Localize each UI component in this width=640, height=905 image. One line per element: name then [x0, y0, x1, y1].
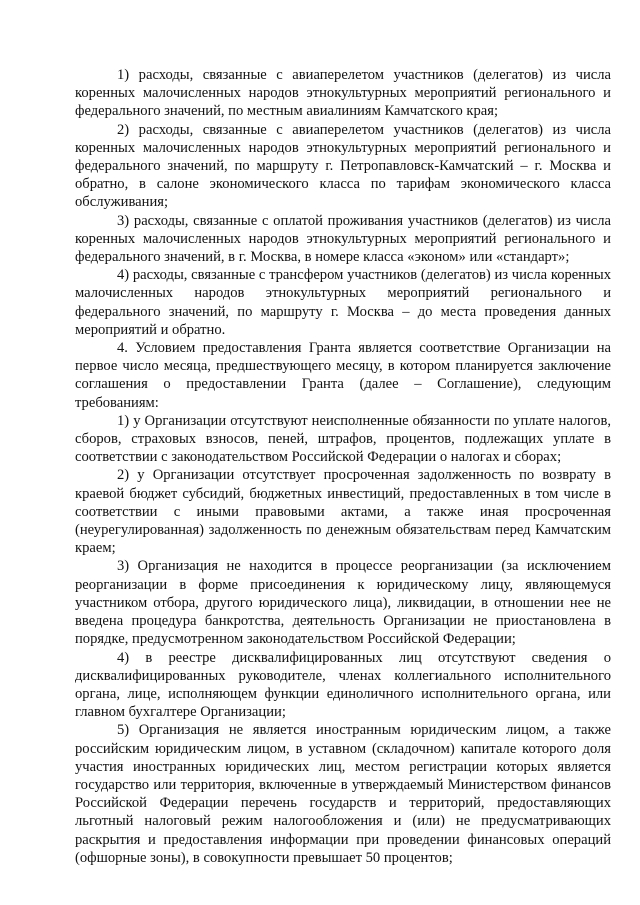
- paragraph-requirement-4: 4) в реестре дисквалифицированных лиц отсутствуют сведения о дисквалифицированных руководителе, членах коллегиального исполнительного органа, лице, исполняющем функции единоличного исполнительного органа, или главном бухгалтере Организации;: [75, 649, 611, 721]
- paragraph-requirement-3: 3) Организация не находится в процессе реорганизации (за исключением реорганизации в форме присоединения к юридическому лицу, являющемуся участником отбора, другого юридического лица), ликвидации, в отношении нее не введена процедура банкротства, деятельность Организации не приостановлена в порядке, предусмотренном законодательством Российской Федерации;: [75, 558, 611, 648]
- paragraph-expense-1: 1) расходы, связанные с авиаперелетом участников (делегатов) из числа коренных малочисленных народов этнокультурных мероприятий регионального и федерального значений, по местным авиалиниям Камчатского края;: [75, 67, 611, 120]
- document-page: [75, 66, 611, 867]
- paragraph-expense-3: 3) расходы, связанные с оплатой проживания участников (делегатов) из числа коренных малочисленных народов этнокультурных мероприятий регионального и федерального значений, в г. Москва, в номере класса «эконом» или «стандарт»;: [75, 212, 611, 266]
- paragraph-clause-4: 4. Условием предоставления Гранта является соответствие Организации на первое число месяца, предшествующего месяцу, в котором планируется заключение соглашения о предоставлении Гранта (далее – Соглашение), следующим требованиям:: [75, 340, 611, 411]
- paragraph-requirement-2: 2) у Организации отсутствует просроченная задолженность по возврату в краевой бюджет субсидий, бюджетных инвестиций, предоставленных в том числе в соответствии с иными правовыми актами, а также иная просроченная (неурегулированная) задолженность по денежным обязательствам перед Камчатским краем;: [75, 467, 611, 557]
- paragraph-expense-2: 2) расходы, связанные с авиаперелетом участников (делегатов) из числа коренных малочисленных народов этнокультурных мероприятий регионального и федерального значений, по маршруту г. Петропавловск-Камчатский – г. Москва и обратно, в салоне экономического класса по тарифам экономического класса обслуживания;: [75, 121, 611, 211]
- paragraph-requirement-5: 5) Организация не является иностранным юридическим лицом, а также российским юридическим лицом, в уставном (складочном) капитале которого доля участия иностранных юридических лиц, местом регистрации которых является государство или территория, включенные в утверждаемый Министерством финансов Российской Федерации перечень государств и территорий, предоставляющих льготный налоговый режим налогообложения и (или) не предусматривающих раскрытия и предоставления информации при проведении финансовых операций (офшорные зоны), в совокупности превышает 50 процентов;: [75, 722, 611, 866]
- paragraph-expense-4: 4) расходы, связанные с трансфером участников (делегатов) из числа коренных малочисленных народов этнокультурных мероприятий регионального и федерального значений, по маршруту г. Москва – до места проведения данных мероприятий и обратно.: [75, 267, 611, 338]
- paragraph-requirement-1: 1) у Организации отсутствуют неисполненные обязанности по уплате налогов, сборов, страховых взносов, пеней, штрафов, процентов, подлежащих уплате в соответствии с законодательством Российской Федерации о налогах и сборах;: [75, 412, 611, 466]
